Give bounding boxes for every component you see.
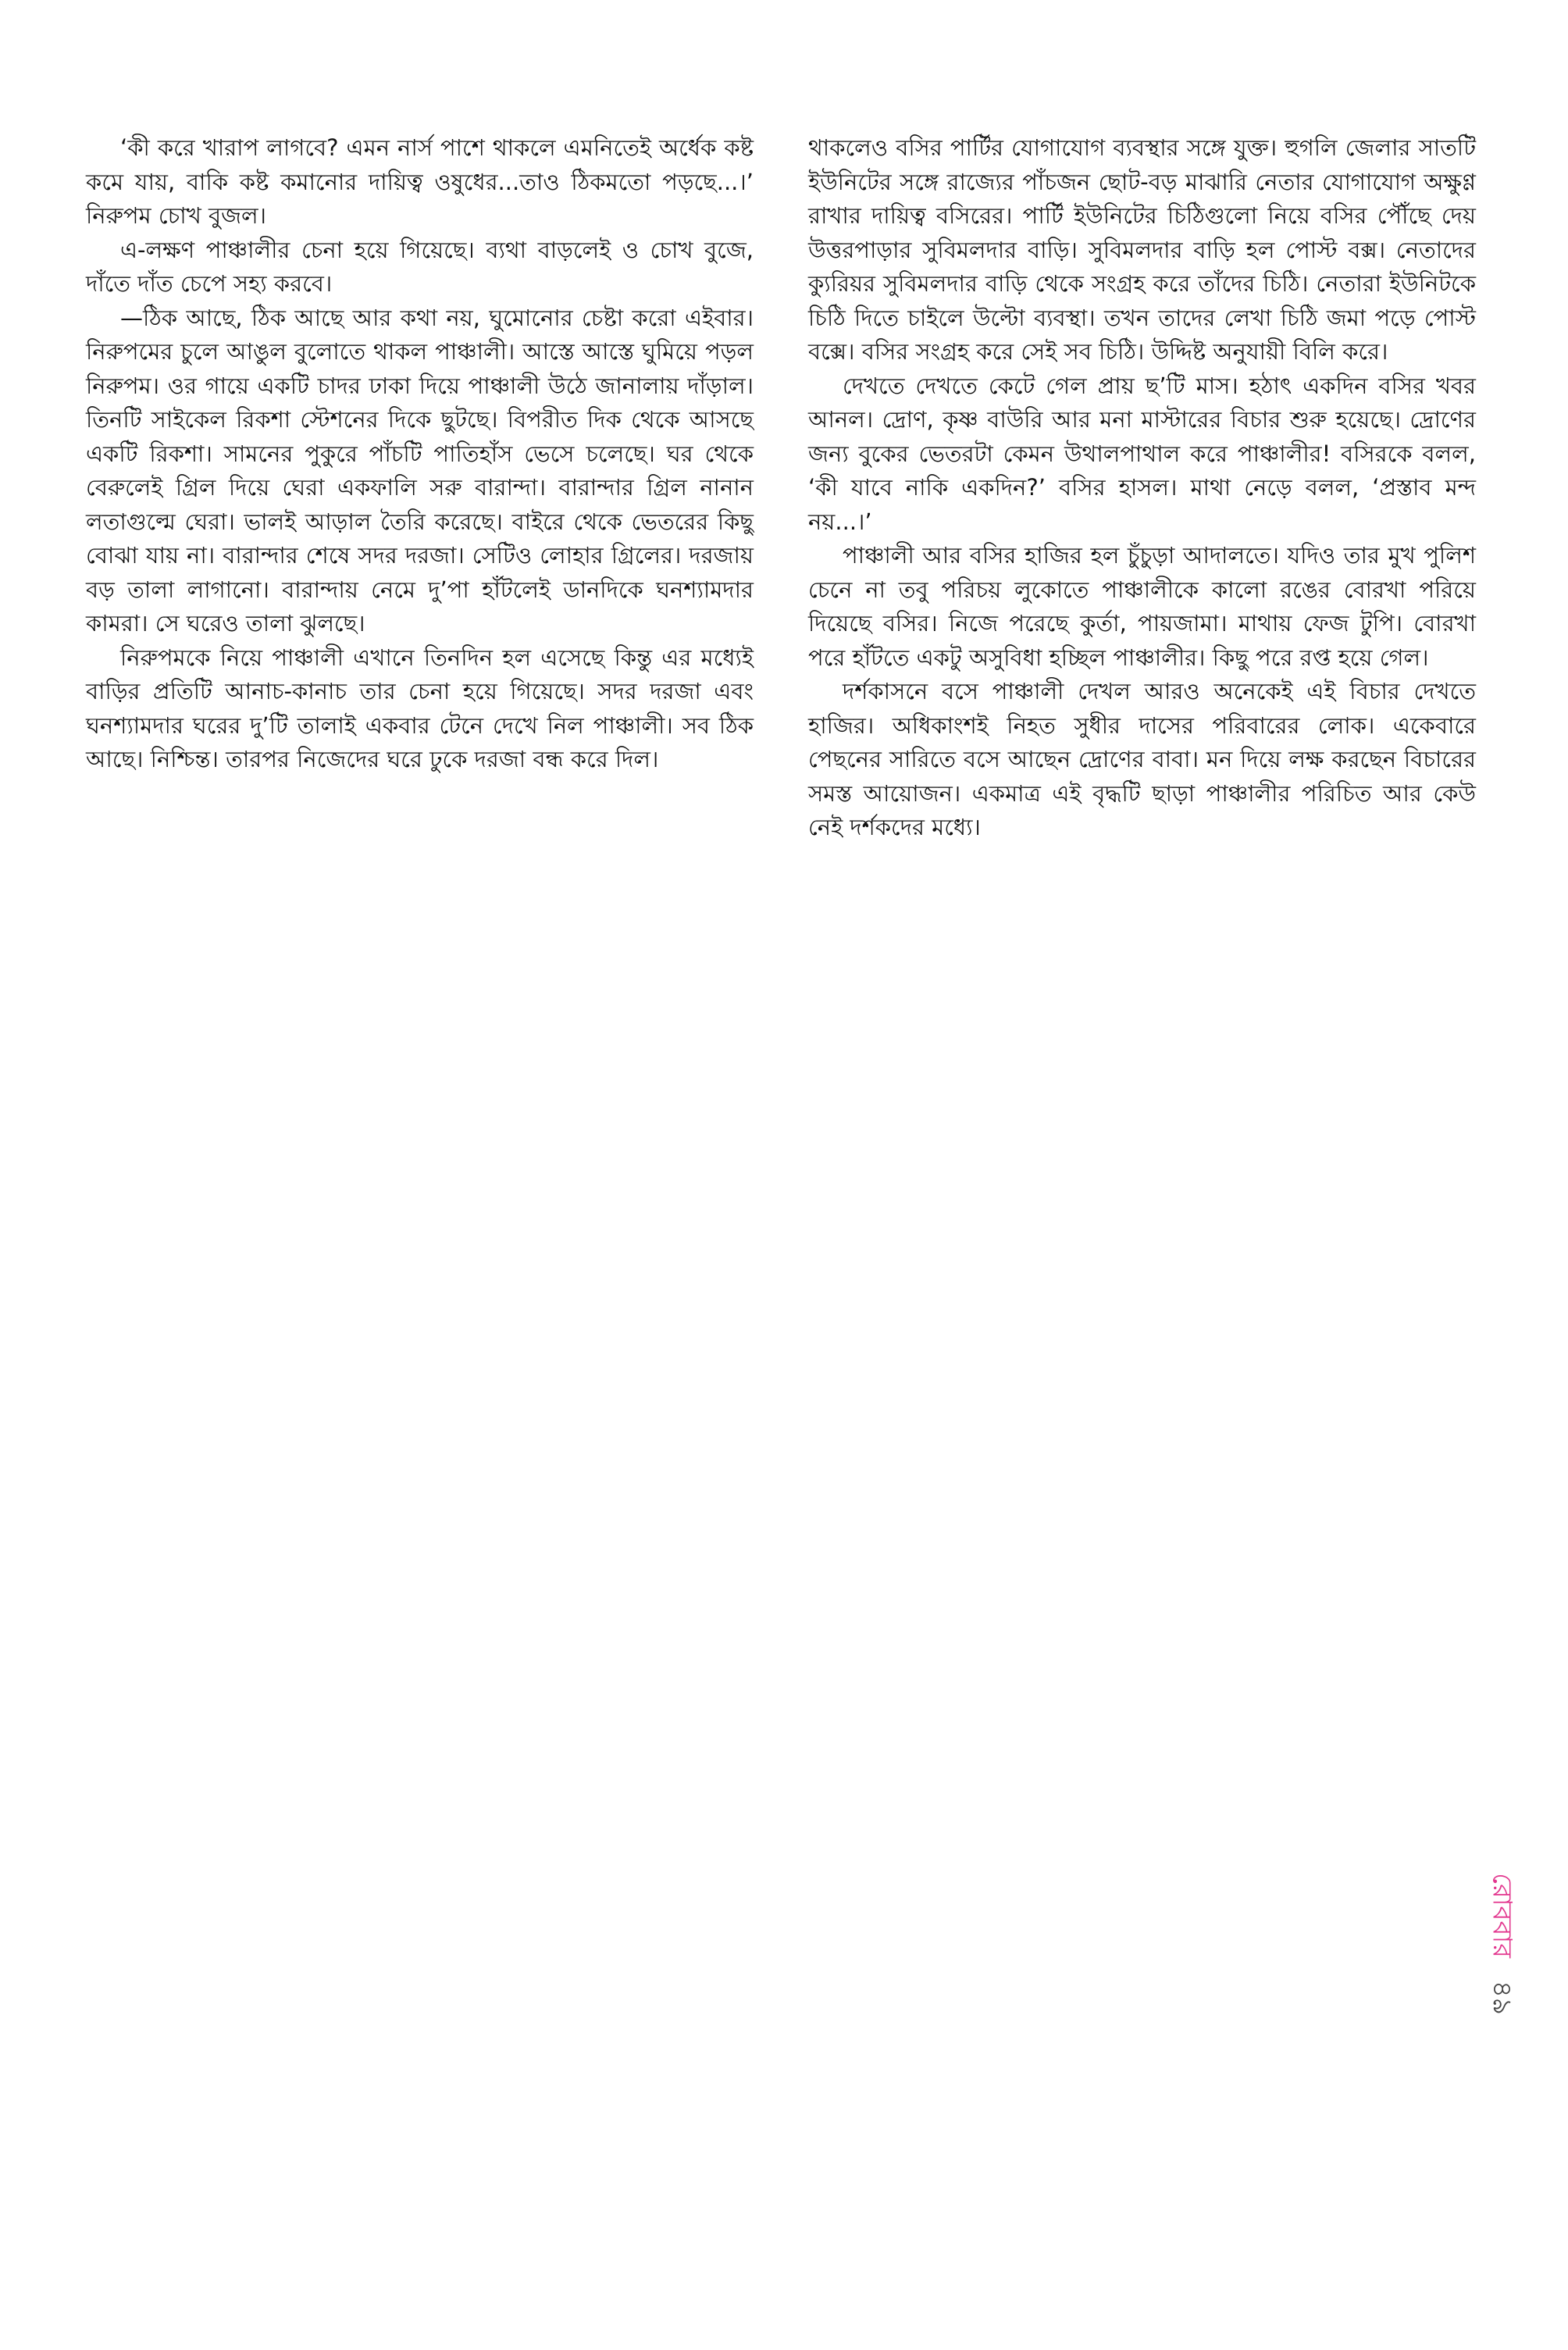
magazine-name: রোববার bbox=[1487, 1873, 1518, 1959]
left-column bbox=[86, 131, 754, 777]
page-folio bbox=[1478, 1873, 1523, 2015]
right-column bbox=[808, 131, 1476, 845]
paragraph: থাকলেও বসির পার্টির যোগাযোগ ব্যবস্থার সঙ্গে যুক্ত। হুগলি জেলার সাতটি ইউনিটের সঙ্গে রাজ্যের পাঁচজন ছোট-বড় মাঝারি নেতার যোগাযোগ অক্ষুণ্ণ রাখার দায়িত্ব বসিরের। পার্টি ইউনিটের চিঠিগুলো নিয়ে বসির পৌঁছে দেয় উত্তরপাড়ার সুবিমলদার বাড়ি। সুবিমলদার বাড়ি হল পোস্ট বক্স। নেতাদের ক্যুরিয়র সুবিমলদার বাড়ি থেকে সংগ্রহ করে তাঁদের চিঠি। নেতারা ইউনিটকে চিঠি দিতে চাইলে উল্টো ব্যবস্থা। তখন তাদের লেখা চিঠি জমা পড়ে পোস্ট বক্সে। বসির সংগ্রহ করে সেই সব চিঠি। উদ্দিষ্ট অনুযায়ী বিলি করে। bbox=[808, 134, 1476, 365]
page-number: ৪৯ bbox=[1487, 1980, 1518, 2015]
paragraph: পাঞ্চালী আর বসির হাজির হল চুঁচুড়া আদালতে। যদিও তার মুখ পুলিশ চেনে না তবু পরিচয় লুকোতে পাঞ্চালীকে কালো রঙের বোরখা পরিয়ে দিয়েছে বসির। নিজে পরেছে কুর্তা, পায়জামা। মাথায় ফেজ টুপি। বোরখা পরে হাঁটতে একটু অসুবিধা হচ্ছিল পাঞ্চালীর। কিছু পরে রপ্ত হয়ে গেল। bbox=[808, 542, 1476, 671]
paragraph: দর্শকাসনে বসে পাঞ্চালী দেখল আরও অনেকেই এই বিচার দেখতে হাজির। অধিকাংশই নিহত সুধীর দাসের পরিবারের লোক। একেবারে পেছনের সারিতে বসে আছেন দ্রোণের বাবা। মন দিয়ে লক্ষ করছেন বিচারের সমস্ত আয়োজন। একমাত্র এই বৃদ্ধটি ছাড়া পাঞ্চালীর পরিচিত আর কেউ নেই দর্শকদের মধ্যে। bbox=[808, 678, 1476, 840]
paragraph: এ-লক্ষণ পাঞ্চালীর চেনা হয়ে গিয়েছে। ব্যথা বাড়লেই ও চোখ বুজে, দাঁতে দাঁত চেপে সহ্য করবে। bbox=[86, 236, 754, 297]
paragraph: দেখতে দেখতে কেটে গেল প্রায় ছ’টি মাস। হঠাৎ একদিন বসির খবর আনল। দ্রোণ, কৃষ্ণ বাউরি আর মনা মাস্টারের বিচার শুরু হয়েছে। দ্রোণের জন্য বুকের ভেতরটা কেমন উথালপাথাল করে পাঞ্চালীর! বসিরকে বলল, ‘কী যাবে নাকি একদিন?’ বসির হাসল। মাথা নেড়ে বলল, ‘প্রস্তাব মন্দ নয়...।’ bbox=[808, 372, 1476, 535]
paragraph: নিরুপমকে নিয়ে পাঞ্চালী এখানে তিনদিন হল এসেছে কিন্তু এর মধ্যেই বাড়ির প্রতিটি আনাচ-কানাচ তার চেনা হয়ে গিয়েছে। সদর দরজা এবং ঘনশ্যামদার ঘরের দু’টি তালাই একবার টেনে দেখে নিল পাঞ্চালী। সব ঠিক আছে। নিশ্চিন্ত। তারপর নিজেদের ঘরে ঢুকে দরজা বন্ধ করে দিল। bbox=[86, 644, 754, 772]
paragraph: ‘কী করে খারাপ লাগবে? এমন নার্স পাশে থাকলে এমনিতেই অর্ধেক কষ্ট কমে যায়, বাকি কষ্ট কমানোর দায়িত্ব ওষুধের...তাও ঠিকমতো পড়ছে...।’ নিরুপম চোখ বুজল। bbox=[86, 134, 754, 229]
paragraph: —ঠিক আছে, ঠিক আছে আর কথা নয়, ঘুমোনোর চেষ্টা করো এইবার। নিরুপমের চুলে আঙুল বুলোতে থাকল পাঞ্চালী। আস্তে আস্তে ঘুমিয়ে পড়ল নিরুপম। ওর গায়ে একটি চাদর ঢাকা দিয়ে পাঞ্চালী উঠে জানালায় দাঁড়াল। তিনটি সাইকেল রিকশা স্টেশনের দিকে ছুটছে। বিপরীত দিক থেকে আসছে একটি রিকশা। সামনের পুকুরে পাঁচটি পাতিহাঁস ভেসে চলেছে। ঘর থেকে বেরুলেই গ্রিল দিয়ে ঘেরা একফালি সরু বারান্দা। বারান্দার গ্রিল নানান লতাগুল্মে ঘেরা। ভালই আড়াল তৈরি করেছে। বাইরে থেকে ভেতরের কিছু বোঝা যায় না। বারান্দার শেষে সদর দরজা। সেটিও লোহার গ্রিলের। দরজায় বড় তালা লাগানো। বারান্দায় নেমে দু’পা হাঁটলেই ডানদিকে ঘনশ্যামদার কামরা। সে ঘরেও তালা ঝুলছে। bbox=[86, 304, 754, 637]
